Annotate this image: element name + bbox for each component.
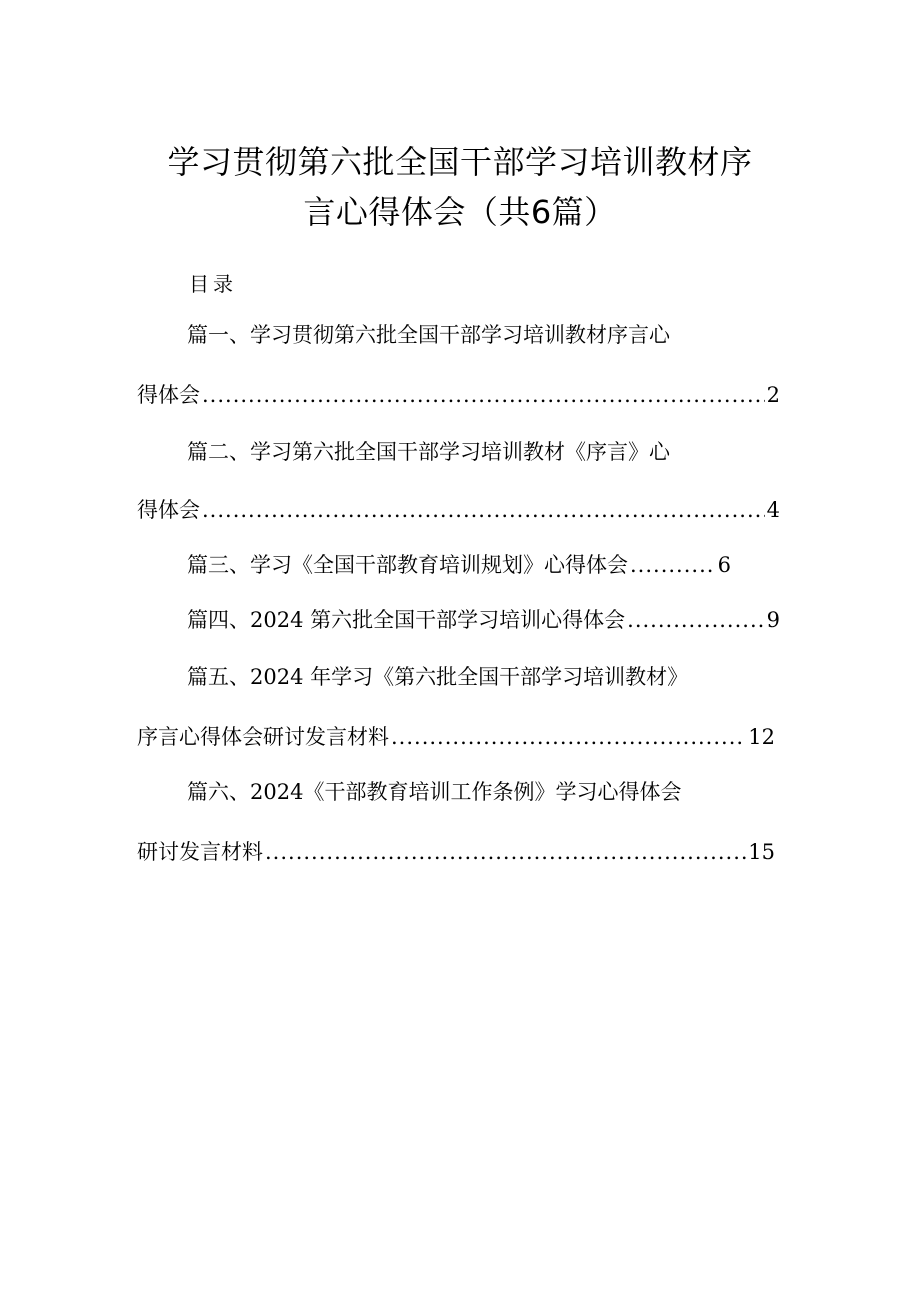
- toc-entry-2-title-cont: 得体会: [137, 498, 200, 522]
- toc-leader-dots: [202, 493, 765, 527]
- toc-entry-6-title: [187, 775, 681, 809]
- toc-entry-6-line-2[interactable]: [137, 835, 775, 869]
- toc-entry-5-title-cont: 序言心得体会研讨发言材料: [137, 725, 389, 749]
- toc-entry-6-rest: 《干部教育培训工作条例》学习心得体会: [303, 780, 682, 804]
- toc-entry-1-title: 篇一、学习贯彻第六批全国干部学习培训教材序言心: [187, 323, 670, 347]
- toc-entry-1-line-1[interactable]: [187, 318, 670, 352]
- toc-entry-4-page: 9: [766, 608, 780, 632]
- toc-entry-1-page: 2: [766, 383, 780, 407]
- toc-entry-3-line-1[interactable]: [187, 548, 731, 582]
- toc-entry-5-line-1[interactable]: [187, 660, 688, 694]
- toc-entry-5-prefix: 篇五、: [187, 665, 250, 689]
- toc-leader-dots: [265, 835, 746, 869]
- document-title-line-2: 言心得体会（共6篇）: [303, 193, 617, 231]
- toc-heading: 目录: [189, 272, 237, 296]
- toc-entry-3-title: 篇三、学习《全国干部教育培训规划》心得体会: [187, 553, 628, 577]
- toc-entry-6-title-cont: 研讨发言材料: [137, 840, 263, 864]
- toc-entry-1-line-2[interactable]: [137, 378, 780, 412]
- toc-leader-dots: [627, 603, 764, 637]
- toc-entry-4-year: 2024: [250, 608, 304, 632]
- toc-entry-4-title: [187, 603, 625, 637]
- toc-entry-2-line-2[interactable]: [137, 493, 780, 527]
- document-title-line-1: 学习贯彻第六批全国干部学习培训教材序: [167, 143, 753, 181]
- toc-entry-2-line-1[interactable]: [187, 435, 670, 469]
- toc-entry-2-page: 4: [766, 498, 780, 522]
- toc-entry-6-prefix: 篇六、: [187, 780, 250, 804]
- toc-entry-2-title: 篇二、学习第六批全国干部学习培训教材《序言》心: [187, 440, 670, 464]
- toc-entry-6-line-1[interactable]: [187, 775, 681, 809]
- toc-entry-5-line-2[interactable]: [137, 720, 775, 754]
- toc-entry-6-page: 15: [748, 840, 775, 864]
- toc-entry-6-year: 2024: [250, 780, 304, 804]
- toc-entry-5-title: [187, 660, 688, 694]
- toc-leader-dots: [202, 378, 765, 412]
- toc-leader-dots: [630, 548, 716, 582]
- toc-leader-dots: [391, 720, 746, 754]
- toc-entry-4-line-1[interactable]: [187, 603, 780, 637]
- toc-entry-5-page: 12: [748, 725, 775, 749]
- toc-entry-5-rest: 年学习《第六批全国干部学习培训教材》: [310, 665, 689, 689]
- toc-entry-4-prefix: 篇四、: [187, 608, 250, 632]
- toc-entry-3-page: 6: [717, 553, 731, 577]
- toc-entry-1-title-cont: 得体会: [137, 383, 200, 407]
- toc-entry-5-year: 2024: [250, 665, 304, 689]
- toc-entry-4-rest: 第六批全国干部学习培训心得体会: [310, 608, 626, 632]
